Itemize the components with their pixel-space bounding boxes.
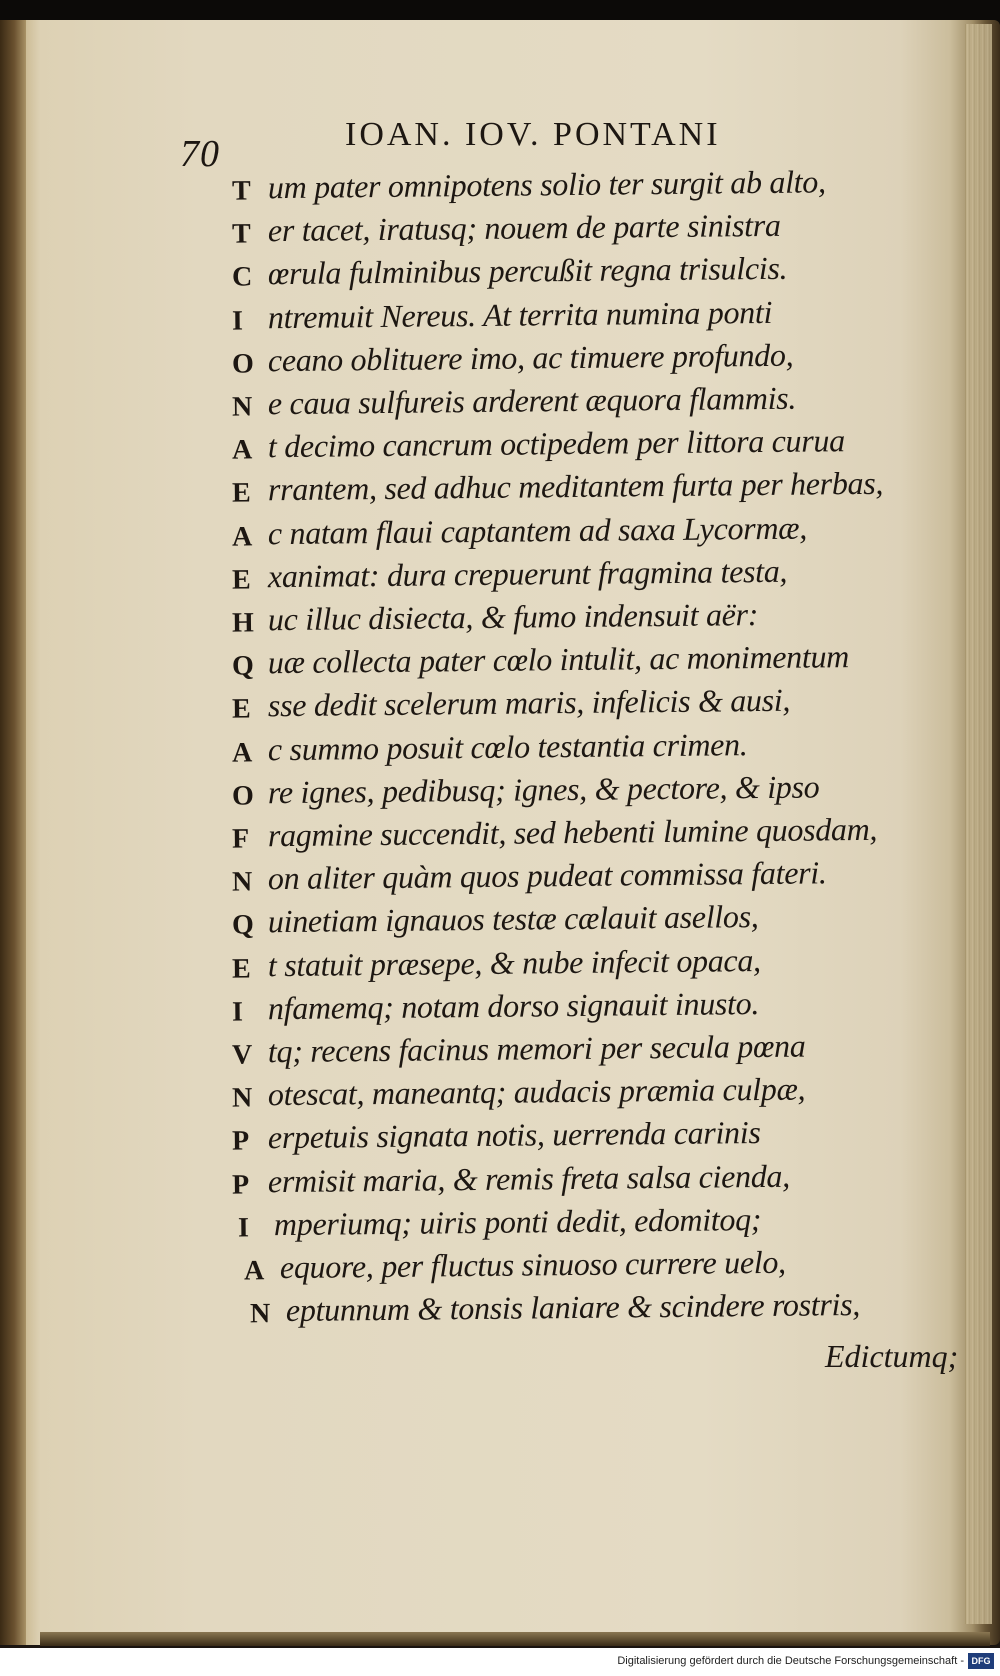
verse-text: xanimat: dura crepuerunt fragmina testa, bbox=[267, 552, 788, 594]
verse-text: c natam flaui captantem ad saxa Lycormæ, bbox=[267, 509, 808, 551]
page-number: 70 bbox=[180, 133, 220, 175]
verse-text: c summo posuit cœlo testantia crimen. bbox=[267, 725, 748, 767]
verse-text: equore, per fluctus sinuoso currere uelo, bbox=[279, 1243, 786, 1286]
verse-initial: E bbox=[231, 477, 251, 509]
verse-text: ceano oblituere imo, ac timuere profundo, bbox=[267, 336, 794, 378]
verse-text: nfamemq; notam dorso signauit inusto. bbox=[267, 984, 760, 1026]
running-head: IOAN. IOV. PONTANI bbox=[345, 116, 721, 153]
verse-text: tq; recens facinus memori per secula pœna bbox=[267, 1027, 806, 1070]
verse-text: uinetiam ignauos testæ cælauit asellos, bbox=[267, 898, 759, 940]
verse-initial: T bbox=[231, 218, 251, 250]
verse-initial: E bbox=[231, 564, 251, 596]
verse-initial: N bbox=[231, 1082, 253, 1114]
verse-initial: T bbox=[231, 175, 251, 207]
verse-initial: N bbox=[231, 866, 253, 898]
verse-text: uæ collecta pater cœlo intulit, ac monimentum bbox=[267, 638, 850, 681]
verse-text: on aliter quàm quos pudeat commissa fateri. bbox=[267, 854, 827, 897]
verse-text: ermisit maria, & remis freta salsa cienda, bbox=[267, 1157, 791, 1199]
verse-initial: I bbox=[231, 305, 244, 337]
footer-credit: Digitalisierung gefördert durch die Deutsche Forschungsgemeinschaft - bbox=[617, 1655, 964, 1667]
verse-initial: N bbox=[249, 1298, 271, 1330]
verse-initial: E bbox=[231, 952, 251, 985]
verse-text: erpetuis signata notis, uerrenda carinis bbox=[267, 1114, 761, 1156]
verse-text: rrantem, sed adhuc meditantem furta per herbas, bbox=[267, 465, 884, 508]
verse-initial: N bbox=[231, 391, 253, 423]
verse-initial: I bbox=[237, 1212, 250, 1244]
verse-text: um pater omnipotens solio ter surgit ab alto, bbox=[267, 163, 826, 206]
verse-text: t statuit præsepe, & nube infecit opaca, bbox=[267, 941, 761, 983]
verse-text: er tacet, iratusq; nouem de parte sinistra bbox=[267, 207, 781, 249]
verse-initial: H bbox=[231, 607, 254, 639]
verse-initial: O bbox=[231, 780, 254, 812]
verse-initial: A bbox=[243, 1255, 265, 1287]
verse-text: sse dedit scelerum maris, infelicis & ausi, bbox=[267, 682, 791, 724]
verse-text: mperiumq; uiris ponti dedit, edomitoq; bbox=[273, 1200, 762, 1242]
catchword: Edictumq; bbox=[825, 1338, 959, 1374]
dfg-logo: DFG bbox=[968, 1653, 994, 1669]
verse-text: œrula fulminibus percußit regna trisulcis. bbox=[267, 250, 788, 292]
verse-initial: V bbox=[231, 1039, 253, 1071]
verse-initial: Q bbox=[231, 650, 254, 682]
verse-initial: E bbox=[231, 693, 251, 725]
digitization-footer bbox=[0, 1648, 1000, 1676]
verse-initial: O bbox=[231, 348, 254, 380]
verse-initial: I bbox=[231, 996, 244, 1028]
verse-text: ragmine succendit, sed hebenti lumine quosdam, bbox=[267, 810, 878, 854]
verse-initial: C bbox=[231, 261, 253, 293]
verse-initial: Q bbox=[231, 909, 254, 941]
verse-initial: A bbox=[231, 736, 253, 769]
verse-text: ntremuit Nereus. At territa numina ponti bbox=[267, 293, 773, 335]
verse-text: re ignes, pedibusq; ignes, & pectore, & ipso bbox=[267, 768, 820, 810]
verse-initial: F bbox=[231, 823, 250, 855]
verse-initial: P bbox=[231, 1168, 250, 1201]
verse-text: t decimo cancrum octipedem per littora curua bbox=[267, 422, 846, 465]
verse-initial: P bbox=[231, 1125, 250, 1157]
verse-initial: A bbox=[231, 434, 253, 466]
verse-line bbox=[0, 1285, 1000, 1339]
verse-text: e caua sulfureis arderent æquora flammis. bbox=[267, 379, 797, 422]
verse-initial: A bbox=[231, 520, 253, 553]
verse-text: uc illuc disiecta, & fumo indensuit aër: bbox=[267, 596, 759, 638]
verse-text: otescat, maneantq; audacis præmia culpæ, bbox=[267, 1070, 806, 1113]
verse-text: eptunnum & tonsis laniare & scindere rostris, bbox=[285, 1286, 861, 1329]
